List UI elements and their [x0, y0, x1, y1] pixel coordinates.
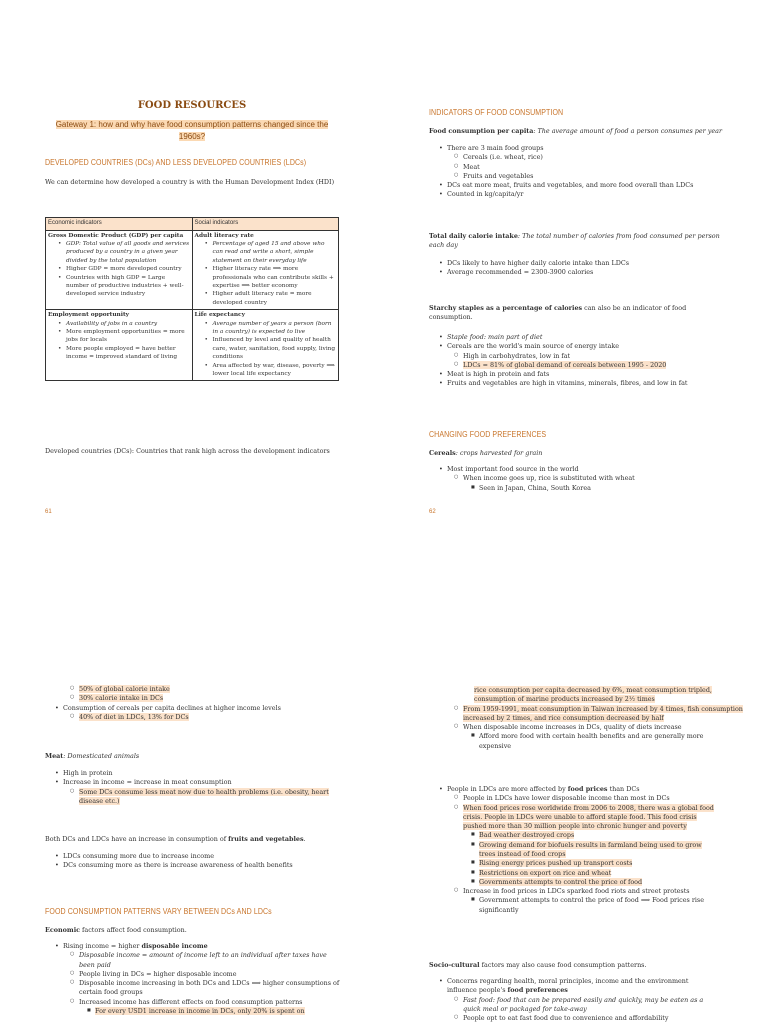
- page-title: FOOD RESOURCES: [137, 100, 247, 111]
- table-header-social: Social indicators: [192, 218, 339, 231]
- cereals-definition: Cereals: crops harvested for grain: [429, 449, 543, 457]
- food-consumption-per-capita: Food consumption per capita: The average amount of food a person consumes per year: [429, 127, 723, 135]
- cereals-list: • Most important food source in the world ○ When income goes up, rice is substituted with wheat ■ Seen in Japan, China, South Korea: [429, 465, 729, 493]
- starchy-staples: Starchy staples as a percentage of calories can also be an indicator of food consumption.: [429, 304, 687, 322]
- food-consumption-list: • There are 3 main food groups ○ Cereals (i.e. wheat, rice) ○ Meat ○ Fruits and vegetables • DCs eat more meat, fruits and vegetables, and more food overall than LDCs • Counted in kg/capita/yr: [429, 144, 729, 200]
- gateway-question: Gateway 1: how and why have food consumption patterns changed since the 1960s?: [55, 120, 329, 141]
- table-cell-life-expectancy: Life expectancy • Average number of years a person (born in a country) is expected to live • Influenced by level and quality of health care, water, sanitation, food supply, living conditions • Area affected by war, disease, poverty ⟹ lower local life expectancy: [192, 310, 339, 381]
- section-heading-changing-preferences: CHANGING FOOD PREFERENCES: [429, 430, 547, 439]
- starchy-list: • Staple food: main part of diet • Cereals are the world's main source of energy intake ○ High in carbohydrates, low in fat ○ LDCs = 81% of global demand of cereals between 1995 - 2020 • Meat is high in protein and fats • Fruits and vegetables are high in vitamins, minerals, fibres, and low in fat: [429, 333, 729, 389]
- total-daily-calorie-intake: Total daily calorie intake: The total number of calories from food consumed per person each day: [429, 232, 720, 250]
- page-64: [384, 512, 768, 1024]
- calorie-list: • DCs likely to have higher daily calorie intake than LDCs • Average recommended = 2300-3900 calories: [429, 259, 729, 278]
- table-header-economic: Economic indicators: [46, 218, 193, 231]
- page-number: 62: [429, 509, 436, 515]
- developed-countries-definition: Developed countries (DCs): Countries that rank high across the development indicators: [45, 447, 330, 455]
- table-cell-gdp: Gross Domestic Product (GDP) per capita • GDP: Total value of all goods and services produced by a country in a given year divided by the total population • Higher GDP = more developed country • Countries with high GDP = Large number of productive industries + well-developed service industry: [46, 230, 193, 310]
- socio-cultural-list: • Concerns regarding health, moral principles, income and the environment influence people's food preferences ○ Fast food: food that can be prepared easily and quickly, may be eaten as a quick meal or packaged for take-away ○ People opt to eat fast food due to convenience and affordability: [429, 977, 729, 1023]
- indicators-table: [45, 217, 339, 381]
- page-61: [0, 0, 384, 515]
- page-62: [384, 0, 768, 515]
- table-cell-employment: Employment opportunity • Availability of jobs in a country • More employment opportunities = more jobs for locals • More people employed = have better income = improved standard of living: [46, 310, 193, 381]
- food-prices-list: • People in LDCs are more affected by food prices than DCs ○ People in LDCs have lower disposable income than most in DCs ○ When food prices rose worldwide from 2006 to 2008, there was a global food crisis. People in LDCs were unable to afford staple food. This food crisis pushed more than 30 million people into chronic hunger and poverty ■ Bad weather destroyed crops ■ Growing demand for biofuels results in farmland being used to grow trees instead of food crops ■ Rising energy prices pushed up transport costs ■ Restrictions on export on rice and wheat ■ Governments attempts to control the price of food ○ Increase in food prices in LDCs sparked food riots and street protests ■ Government attempts to control the price of food ⟹ Food prices rise significantly: [429, 785, 729, 915]
- fruits-vegetables-list: • LDCs consuming more due to increase income • DCs consuming more as there is increase awareness of health benefits: [45, 852, 345, 871]
- page-63: [0, 512, 384, 1024]
- cereals-continued-list: ○ 50% of global calorie intake ○ 30% calorie intake in DCs • Consumption of cereals per capita declines at higher income levels ○ 40% of diet in LDCs, 13% for DCs: [45, 685, 345, 722]
- page-number: 61: [45, 509, 52, 515]
- section-heading-indicators: INDICATORS OF FOOD CONSUMPTION: [429, 108, 564, 117]
- section-heading-vary: FOOD CONSUMPTION PATTERNS VARY BETWEEN DCs AND LDCs: [45, 907, 272, 916]
- meat-definition: Meat: Domesticated animals: [45, 752, 140, 760]
- section-heading-developed: DEVELOPED COUNTRIES (DCs) AND LESS DEVELOPED COUNTRIES (LDCs): [45, 158, 307, 167]
- income-effects-continued-list: rice consumption per capita decreased by 6%, meat consumption tripled, consumption of marine products increased by 2½ times ○ From 1959-1991, meat consumption in Taiwan increased by 4 times, fish consumption increased by 2 times, and rice consumption decreased by half ○ When disposable income increases in DCs, quality of diets increase ■ Afford more food with certain health benefits and are generally more expensive: [429, 686, 729, 751]
- economic-list: • Rising income = higher disposable income ○ Disposable income = amount of income left to an individual after taxes have been paid ○ People living in DCs = higher disposable income ○ Disposable income increasing in both DCs and LDCs ⟹ higher consumptions of certain food groups ○ Increased income has different effects on food consumption patterns ■ For every USD1 increase in income in DCs, only 20% is spent on: [45, 942, 345, 1016]
- hdi-intro: We can determine how developed a country is with the Human Development Index (HDI): [45, 178, 335, 186]
- meat-list: • High in protein • Increase in income = increase in meat consumption ○ Some DCs consume less meat now due to health problems (i.e. obesity, heart disease etc.): [45, 769, 345, 806]
- table-cell-literacy: Adult literacy rate • Percentage of aged 15 and above who can read and write a short, simple statement on their everyday life • Higher literacy rate ⟹ more professionals who can contribute skills + expertise ⟹ better economy • Higher adult literacy rate = more developed country: [192, 230, 339, 310]
- socio-cultural-factors: Socio-cultural factors may also cause food consumption patterns.: [429, 961, 647, 969]
- fruits-vegetables-intro: Both DCs and LDCs have an increase in consumption of fruits and vegetables.: [45, 835, 306, 843]
- economic-factors: Economic factors affect food consumption.: [45, 926, 187, 934]
